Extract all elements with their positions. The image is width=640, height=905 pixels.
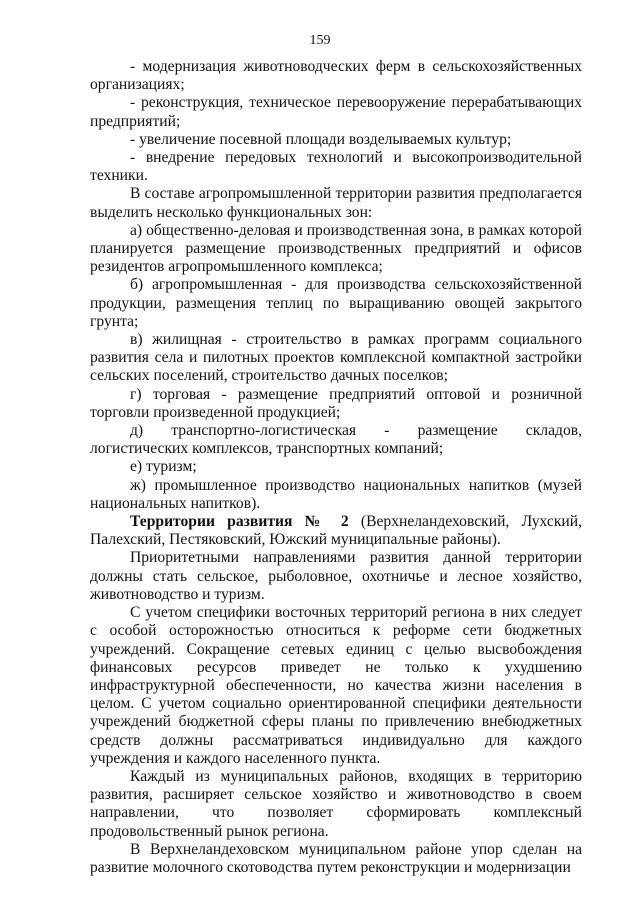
territory-heading <box>90 513 582 549</box>
paragraph: В Верхнеландеховском муниципальном районе упор сделан на развитие молочного скотоводства путем реконструкции и модернизации <box>90 840 582 876</box>
paragraph: В составе агропромышленной территории развития предполагается выделить несколько функциональных зон: <box>90 185 582 221</box>
paragraph: - внедрение передовых технологий и высокопроизводительной техники. <box>90 149 582 185</box>
page-body <box>90 58 582 877</box>
paragraph: а) общественно-деловая и производственная зона, в рамках которой планируется размещение производственных предприятий и офисов резидентов агропромышленного комплекса; <box>90 221 582 276</box>
paragraph: - модернизация животноводческих ферм в сельскохозяйственных организациях; <box>90 58 582 94</box>
paragraph: в) жилищная - строительство в рамках программ социального развития села и пилотных проектов комплексной компактной застройки сельских поселений, строительство дачных поселков; <box>90 331 582 385</box>
paragraph: е) туризм; <box>130 458 197 476</box>
paragraph: - реконструкция, техническое перевооружение перерабатывающих предприятий; <box>90 94 582 130</box>
paragraph: Приоритетными направлениями развития данной территории должны стать сельское, рыболовное, охотничье и лесное хозяйство, животноводство и туризм. <box>90 549 582 603</box>
page-number: 159 <box>309 33 331 48</box>
paragraph: Каждый из муниципальных районов, входящих в территорию развития, расширяет сельское хозяйство и животноводство в своем направлении, что позволяет сформировать комплексный продовольственный рынок региона. <box>90 767 582 840</box>
paragraph: д) транспортно-логистическая - размещение складов, логистических комплексов, транспортных компаний; <box>90 422 582 458</box>
territory-heading-bold: Территории развития № 2 <box>130 513 349 531</box>
paragraph: - увеличение посевной площади возделываемых культур; <box>130 130 512 148</box>
paragraph: С учетом специфики восточных территорий региона в них следует с особой осторожностью относиться к реформе сети бюджетных учреждений. Сокращение сетевых единиц с целью высвобождения финансовых ресурсов приведет не только к ухудшению инфраструктурной обеспеченности, но качества жизни населения в целом. С учетом социально ориентированной специфики деятельности учреждений бюджетной сферы планы по привлечению внебюджетных средств должны рассматриваться индивидуально для каждого учреждения и каждого населенного пункта. <box>90 604 582 767</box>
paragraph: ж) промышленное производство национальных напитков (музей национальных напитков). <box>90 476 582 512</box>
paragraph: г) торговая - размещение предприятий оптовой и розничной торговли произведенной продукцией; <box>90 385 582 421</box>
territory-heading-rest: (Верхнеландеховский, Лухский, Палехский, Пестяковский, Южский муниципальные районы). <box>90 513 582 549</box>
paragraph: б) агропромышленная - для производства сельскохозяйственной продукции, размещения теплиц по выращиванию овощей закрытого грунта; <box>90 276 582 330</box>
